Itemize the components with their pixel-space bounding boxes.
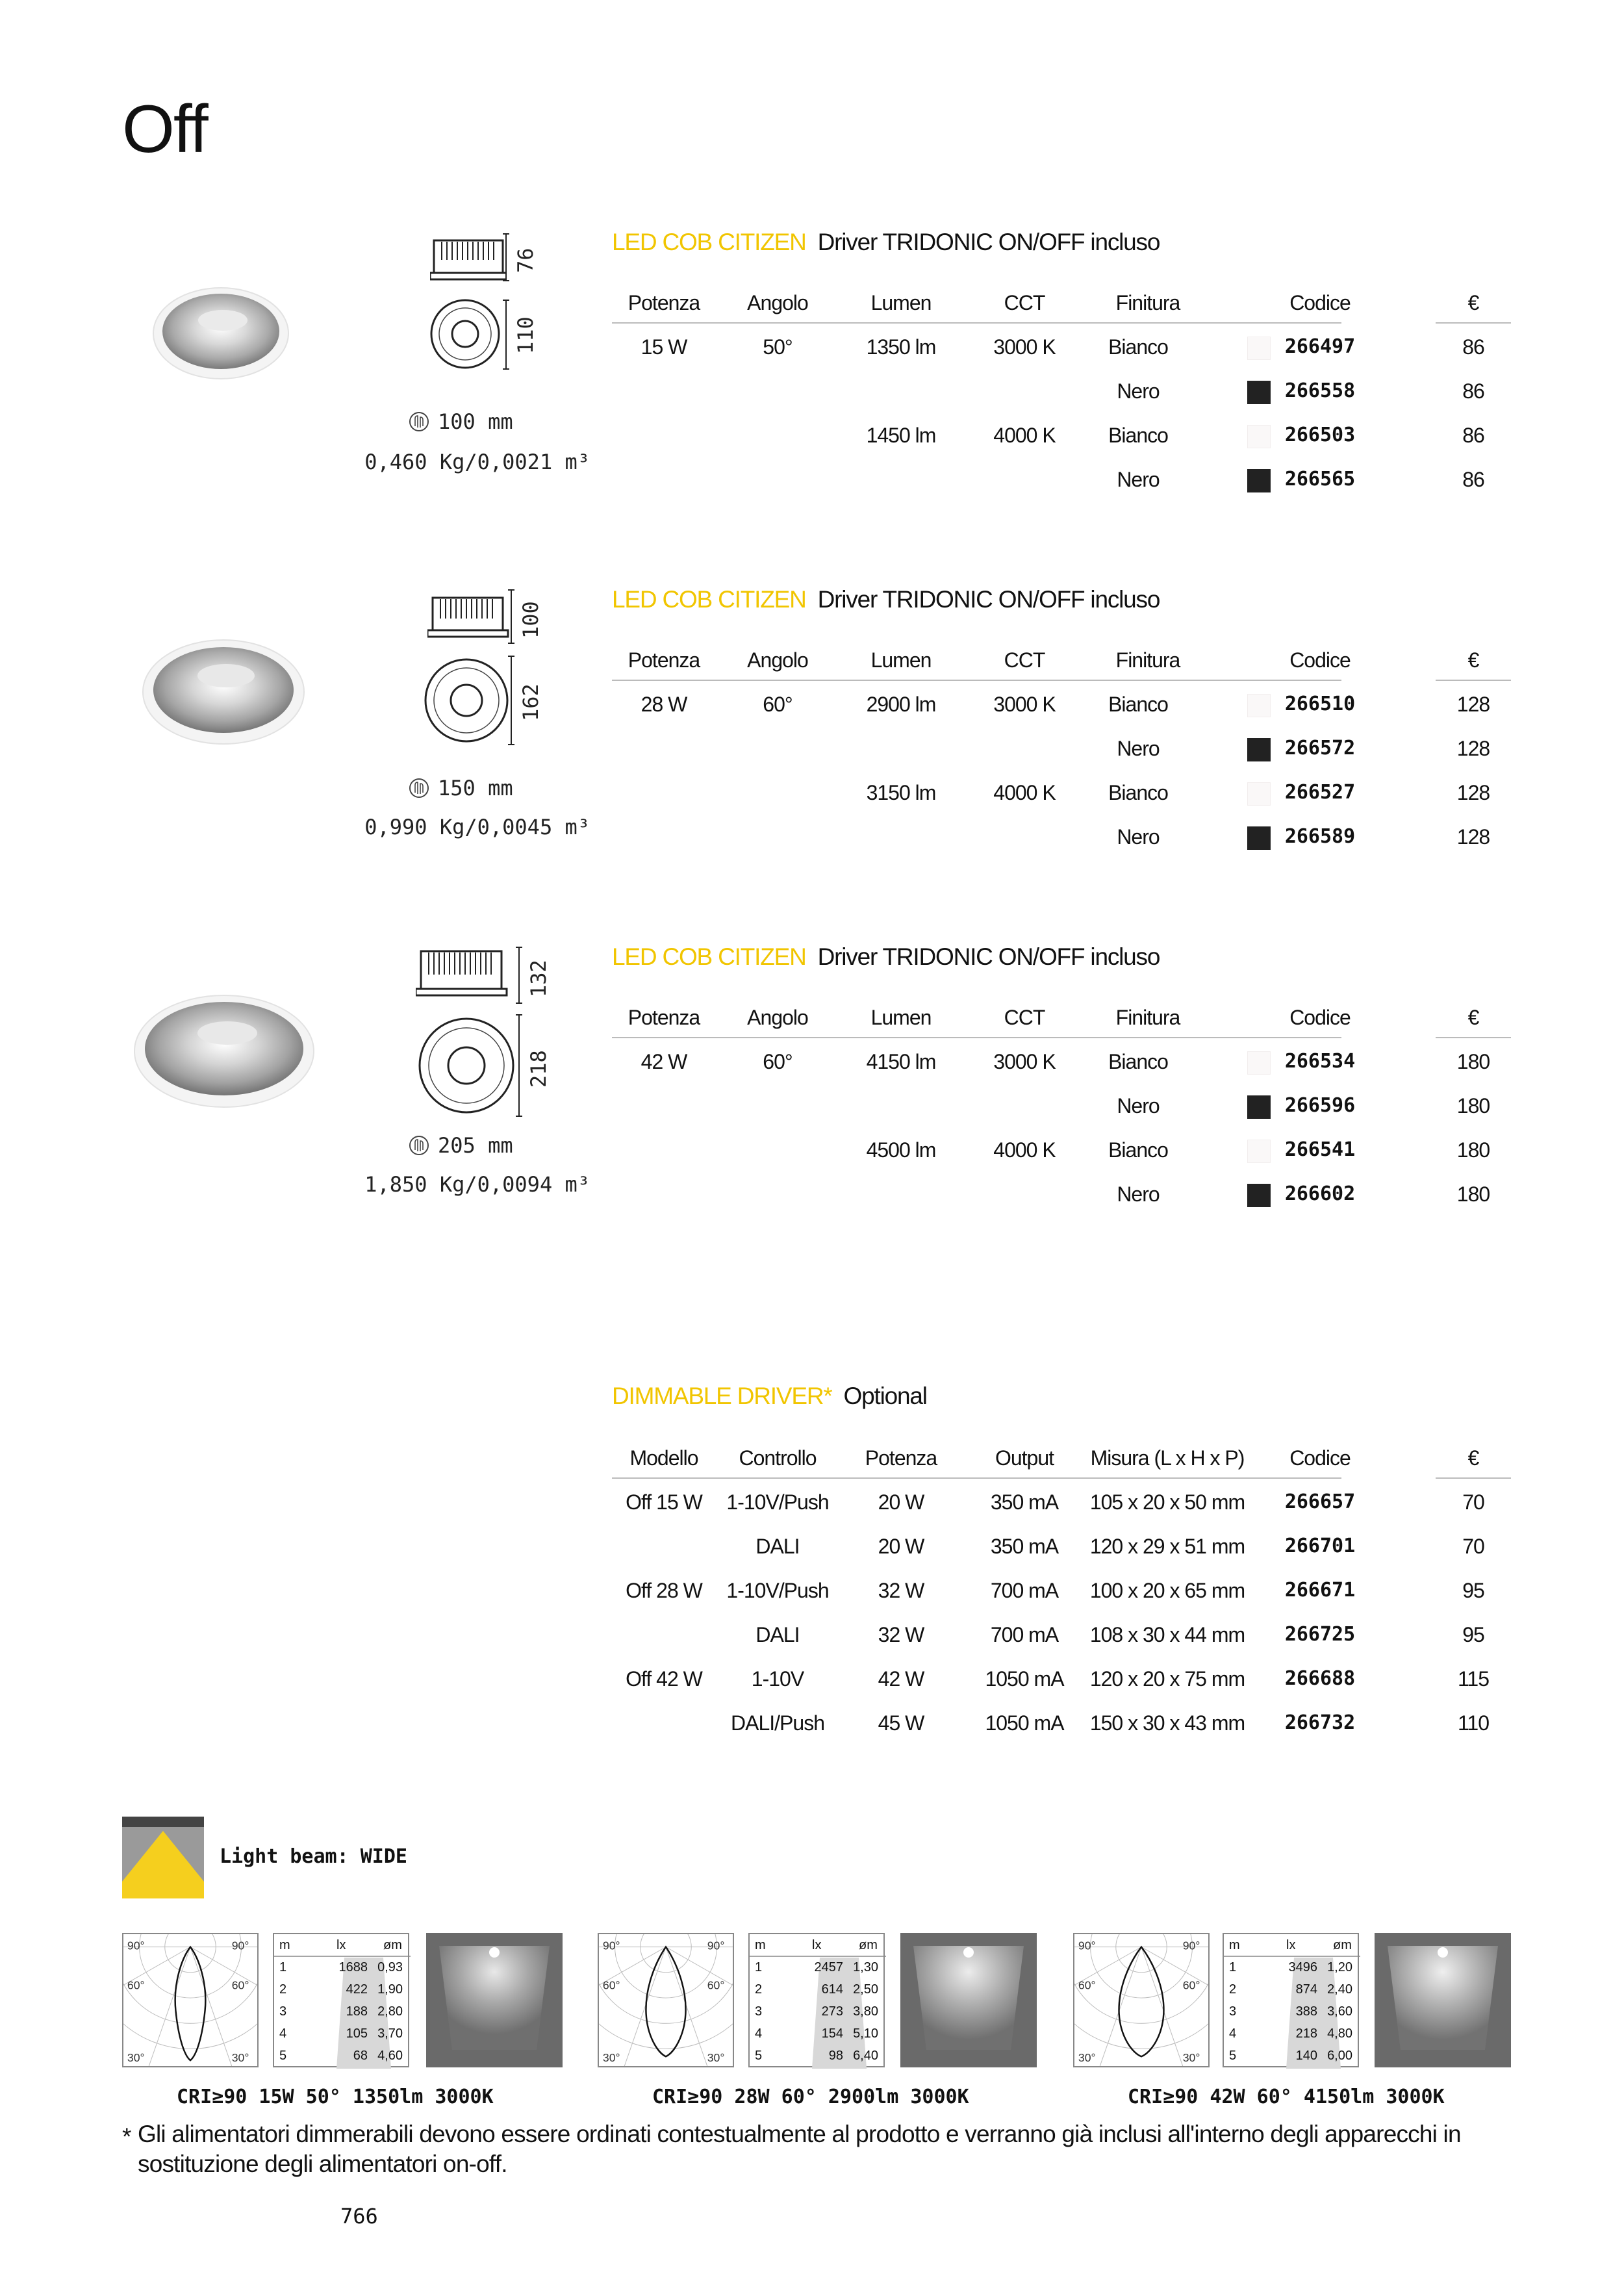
cell-potenza: 20 W [878, 1490, 924, 1514]
cell-angolo: 60° [763, 693, 793, 716]
cell-codice: 266602 [1284, 1182, 1356, 1205]
table-row [612, 413, 1511, 457]
height-dimension-line [514, 946, 524, 1004]
col-potenza: Potenza [628, 291, 700, 314]
cell-misura: 120 x 29 x 51 mm [1089, 1535, 1245, 1558]
cell-output: 700 mA [990, 1623, 1059, 1646]
lux-cell: 2,80 [377, 2004, 403, 2019]
table-row [612, 682, 1511, 726]
product-heading [612, 586, 1160, 613]
table-row [612, 1084, 1511, 1128]
heading-text: Optional [843, 1383, 927, 1409]
lux-header: øm [859, 1938, 878, 1952]
photometric-caption: CRI≥90 42W 60° 4150lm 3000K [1128, 2086, 1445, 2108]
polar-diagram-28w [598, 1933, 734, 2067]
cell-finitura: Bianco [1108, 1138, 1168, 1162]
angle-label: 90° [127, 1939, 145, 1952]
cell-cct: 4000 K [993, 781, 1056, 804]
cell-controllo: 1-10V/Push [726, 1579, 829, 1602]
angle-label: 30° [1182, 2051, 1200, 2065]
top-view-drawing [416, 1015, 520, 1119]
cell-controllo: 1-10V [751, 1667, 804, 1691]
cell-finitura: Nero [1117, 1182, 1160, 1206]
cell-finitura: Nero [1117, 468, 1160, 491]
cell-misura: 100 x 20 x 65 mm [1089, 1579, 1245, 1602]
lux-cell: 4,60 [377, 2049, 403, 2063]
col-output: Output [995, 1446, 1054, 1470]
product-image-off-15w [153, 285, 289, 382]
cell-lumen: 1350 lm [866, 335, 936, 359]
diameter-dimension-line [501, 299, 511, 370]
cell-prezzo: 86 [1462, 335, 1484, 359]
table-row [612, 1172, 1511, 1216]
cell-lumen: 1450 lm [866, 424, 936, 447]
lux-cell: 1 [755, 1960, 763, 1974]
lux-cell: 2 [1229, 1982, 1237, 1997]
table-row [612, 815, 1511, 859]
polar-diagram-42w [1073, 1933, 1210, 2067]
lux-header: øm [383, 1938, 402, 1952]
lux-cell: 4 [755, 2026, 763, 2041]
cell-prezzo: 95 [1462, 1579, 1484, 1602]
drivers-table [612, 1436, 1511, 1745]
table-row [612, 325, 1511, 369]
cell-misura: 108 x 30 x 44 mm [1089, 1623, 1245, 1646]
photometric-caption: CRI≥90 28W 60° 2900lm 3000K [652, 2086, 969, 2108]
angle-label: 30° [1078, 2051, 1096, 2065]
lux-cell: 218 [1295, 2026, 1317, 2041]
angle-label: 90° [602, 1939, 620, 1952]
cell-codice: 266701 [1284, 1535, 1356, 1557]
cell-modello: Off 15 W [626, 1490, 702, 1514]
lux-cell: 5,10 [853, 2026, 878, 2041]
diameter-value: 218 [526, 1050, 551, 1088]
top-view-drawing [429, 298, 507, 376]
cell-modello: Off 28 W [626, 1579, 702, 1602]
table-row [612, 1568, 1511, 1613]
table-header [612, 281, 1511, 325]
col-cct: CCT [1004, 1006, 1045, 1029]
angle-label: 30° [602, 2051, 620, 2065]
hole-cut-icon [408, 1134, 430, 1156]
light-render-15w [426, 1933, 563, 2067]
col-lumen: Lumen [870, 291, 932, 314]
cell-finitura: Nero [1117, 1094, 1160, 1118]
cell-prezzo: 70 [1462, 1535, 1484, 1558]
cell-output: 700 mA [990, 1579, 1059, 1602]
lux-cell: 3 [279, 2004, 287, 2019]
polar-diagram-15w [122, 1933, 259, 2067]
top-view-drawing [422, 656, 513, 747]
table-row [612, 1701, 1511, 1745]
heading-accent: LED COB CITIZEN [612, 943, 806, 970]
cell-modello [612, 1701, 716, 1745]
col-prezzo: € [1467, 648, 1479, 672]
cell-codice: 266671 [1284, 1579, 1356, 1602]
angle-label: 60° [1078, 1978, 1096, 1992]
cell-codice: 266657 [1284, 1490, 1356, 1513]
lux-cell: 5 [279, 2049, 287, 2063]
cell-prezzo: 110 [1457, 1711, 1489, 1735]
col-finitura: Finitura [1115, 1006, 1180, 1029]
cell-finitura: Nero [1117, 825, 1160, 849]
lux-cell: 154 [821, 2026, 843, 2041]
cell-codice: 266541 [1284, 1138, 1356, 1161]
heading-accent: LED COB CITIZEN [612, 229, 806, 255]
col-finitura: Finitura [1115, 648, 1180, 672]
col-potenza: Potenza [628, 1006, 700, 1029]
lux-cell: 105 [346, 2026, 368, 2041]
diameter-dimension-line [507, 655, 516, 746]
angle-label: 30° [231, 2051, 249, 2065]
product-image-off-28w [142, 637, 305, 747]
cell-misura: 150 x 30 x 43 mm [1089, 1711, 1245, 1735]
cell-prezzo: 86 [1462, 379, 1484, 403]
heading-text: Driver TRIDONIC ON/OFF incluso [817, 586, 1160, 613]
lux-cell: 422 [346, 1982, 368, 1997]
diameter-value: 162 [518, 683, 543, 721]
lux-header: m [1229, 1938, 1240, 1952]
cell-finitura: Bianco [1108, 693, 1168, 716]
cell-output: 1050 mA [985, 1711, 1064, 1735]
lux-cell: 3,70 [377, 2026, 403, 2041]
angle-label: 60° [127, 1978, 145, 1992]
lux-cell: 614 [821, 1982, 843, 1997]
cell-codice: 266725 [1284, 1623, 1356, 1646]
cell-prezzo: 70 [1462, 1490, 1484, 1514]
cell-cct: 4000 K [993, 424, 1056, 447]
height-dimension-line [507, 589, 516, 645]
table-header [612, 638, 1511, 682]
cell-misura: 120 x 20 x 75 mm [1089, 1667, 1245, 1691]
product-image-off-42w [133, 993, 315, 1110]
cell-codice: 266558 [1284, 379, 1356, 402]
cell-controllo: DALI [755, 1535, 800, 1558]
lux-cell: 2,50 [853, 1982, 878, 1997]
cell-potenza: 15 W [641, 335, 687, 359]
cell-potenza: 32 W [878, 1623, 924, 1646]
table-row [612, 1657, 1511, 1701]
lux-cell: 2 [279, 1982, 287, 1997]
product-table-2 [612, 638, 1511, 859]
cell-modello [612, 1524, 716, 1568]
lux-cell: 2457 [814, 1960, 843, 1974]
table-row [612, 1128, 1511, 1172]
height-value: 100 [518, 601, 543, 639]
weight-volume: 1,850 Kg/0,0094 m³ [364, 1172, 590, 1197]
photometric-caption: CRI≥90 15W 50° 1350lm 3000K [177, 2086, 494, 2108]
angle-label: 60° [602, 1978, 620, 1992]
table-row [612, 369, 1511, 413]
cell-lumen: 4150 lm [866, 1050, 936, 1073]
height-value: 132 [526, 960, 551, 997]
angle-label: 90° [1078, 1939, 1096, 1952]
heading-text: Driver TRIDONIC ON/OFF incluso [817, 229, 1160, 255]
angle-label: 60° [1182, 1978, 1200, 1992]
cell-prezzo: 180 [1456, 1050, 1490, 1073]
heading-accent: LED COB CITIZEN [612, 586, 806, 613]
cell-lumen: 4500 lm [866, 1138, 936, 1162]
cell-finitura: Bianco [1108, 424, 1168, 447]
product-heading [612, 229, 1160, 256]
product-table-1 [612, 281, 1511, 502]
table-row [612, 771, 1511, 815]
cell-prezzo: 128 [1456, 737, 1490, 760]
cell-codice: 266572 [1284, 737, 1356, 760]
cell-cct: 3000 K [993, 1050, 1056, 1073]
angle-label: 90° [707, 1939, 725, 1952]
product-table-3 [612, 995, 1511, 1216]
cell-misura: 105 x 20 x 50 mm [1089, 1490, 1245, 1514]
cell-controllo: DALI/Push [731, 1711, 824, 1735]
lux-cell: 3496 [1288, 1960, 1317, 1974]
cell-codice: 266534 [1284, 1050, 1356, 1073]
cell-codice: 266596 [1284, 1094, 1356, 1117]
cell-potenza: 28 W [641, 693, 687, 716]
cell-prezzo: 95 [1462, 1623, 1484, 1646]
table-row [612, 457, 1511, 502]
footnote-star: * [122, 2123, 131, 2150]
lux-cell: 5 [1229, 2049, 1237, 2063]
lux-table-15w [273, 1933, 409, 2067]
lux-cell: 1 [279, 1960, 287, 1974]
lux-table-42w [1223, 1933, 1359, 2067]
table-row [612, 726, 1511, 771]
height-dimension-line [501, 233, 511, 282]
lux-cell: 388 [1295, 2004, 1317, 2019]
col-potenza: Potenza [628, 648, 700, 672]
table-row [612, 1613, 1511, 1657]
cell-codice: 266688 [1284, 1667, 1356, 1690]
side-dimension-drawing [427, 593, 511, 645]
cell-output: 350 mA [990, 1490, 1059, 1514]
cell-codice: 266510 [1284, 693, 1356, 715]
cell-potenza: 32 W [878, 1579, 924, 1602]
lux-header: m [279, 1938, 290, 1952]
drivers-heading [612, 1383, 927, 1410]
cell-potenza: 45 W [878, 1711, 924, 1735]
page-title: Off [122, 92, 207, 167]
col-angolo: Angolo [747, 648, 808, 672]
lux-header: lx [1286, 1938, 1296, 1952]
height-value: 76 [513, 248, 538, 273]
lux-cell: 3,80 [853, 2004, 878, 2019]
cell-codice: 266503 [1284, 424, 1356, 446]
cell-lumen: 3150 lm [866, 781, 936, 804]
col-codice: Codice [1289, 1006, 1351, 1029]
table-row [612, 1524, 1511, 1568]
lux-header: m [755, 1938, 766, 1952]
col-misura: Misura (L x H x P) [1090, 1446, 1245, 1470]
hole-cut-icon [408, 411, 430, 433]
col-cct: CCT [1004, 648, 1045, 672]
diameter-dimension-line [514, 1014, 524, 1118]
cell-potenza: 20 W [878, 1535, 924, 1558]
lux-header: øm [1333, 1938, 1352, 1952]
cell-potenza: 42 W [878, 1667, 924, 1691]
cell-prezzo: 180 [1456, 1182, 1490, 1206]
cell-prezzo: 180 [1456, 1138, 1490, 1162]
lux-cell: 3 [755, 2004, 763, 2019]
angle-label: 90° [1182, 1939, 1200, 1952]
cell-controllo: DALI [755, 1623, 800, 1646]
cell-output: 1050 mA [985, 1667, 1064, 1691]
lux-cell: 3 [1229, 2004, 1237, 2019]
lux-cell: 98 [828, 2049, 843, 2063]
hole-size: 150 mm [438, 776, 513, 800]
cell-codice: 266497 [1284, 335, 1356, 358]
cell-angolo: 60° [763, 1050, 793, 1073]
lux-cell: 6,40 [853, 2049, 878, 2063]
col-angolo: Angolo [747, 1006, 808, 1029]
beam-wide-icon [122, 1817, 204, 1898]
col-lumen: Lumen [870, 1006, 932, 1029]
cell-codice: 266565 [1284, 468, 1356, 491]
cell-codice: 266589 [1284, 825, 1356, 848]
lux-cell: 4 [279, 2026, 287, 2041]
lux-table-28w [748, 1933, 885, 2067]
lux-cell: 2,40 [1327, 1982, 1352, 1997]
page-number: 766 [340, 2204, 378, 2229]
cell-codice: 266732 [1284, 1711, 1356, 1734]
lux-cell: 1 [1229, 1960, 1237, 1974]
lux-cell: 273 [821, 2004, 843, 2019]
cell-prezzo: 86 [1462, 468, 1484, 491]
lux-cell: 874 [1295, 1982, 1317, 1997]
col-modello: Modello [629, 1446, 698, 1470]
col-codice: Codice [1289, 1446, 1351, 1470]
angle-label: 60° [231, 1978, 249, 1992]
lux-cell: 1,20 [1327, 1960, 1352, 1974]
footnote [122, 2119, 1551, 2179]
cell-prezzo: 115 [1457, 1667, 1489, 1691]
light-beam-label: Light beam: WIDE [220, 1845, 407, 1868]
col-prezzo: € [1467, 291, 1479, 314]
cell-prezzo: 180 [1456, 1094, 1490, 1118]
lux-cell: 5 [755, 2049, 763, 2063]
table-row [612, 1480, 1511, 1524]
angle-label: 90° [231, 1939, 249, 1952]
col-prezzo: € [1467, 1446, 1479, 1470]
cell-potenza: 42 W [641, 1050, 687, 1073]
col-angolo: Angolo [747, 291, 808, 314]
col-codice: Codice [1289, 291, 1351, 314]
lux-cell: 4,80 [1327, 2026, 1352, 2041]
col-finitura: Finitura [1115, 291, 1180, 314]
cell-finitura: Bianco [1108, 1050, 1168, 1073]
lux-cell: 6,00 [1327, 2049, 1352, 2063]
cell-cct: 3000 K [993, 693, 1056, 716]
table-header [612, 995, 1511, 1040]
product-heading [612, 943, 1160, 971]
col-codice: Codice [1289, 648, 1351, 672]
angle-label: 60° [707, 1978, 725, 1992]
lux-cell: 4 [1229, 2026, 1237, 2041]
lux-cell: 188 [346, 2004, 368, 2019]
lux-cell: 68 [353, 2049, 368, 2063]
cell-prezzo: 128 [1456, 825, 1490, 849]
lux-header: lx [336, 1938, 346, 1952]
diameter-value: 110 [513, 316, 538, 354]
lux-cell: 2 [755, 1982, 763, 1997]
light-render-42w [1375, 1933, 1511, 2067]
cell-modello: Off 42 W [626, 1667, 702, 1691]
lux-cell: 1688 [338, 1960, 368, 1974]
lux-cell: 3,60 [1327, 2004, 1352, 2019]
cell-output: 350 mA [990, 1535, 1059, 1558]
table-row [612, 1040, 1511, 1084]
angle-label: 30° [707, 2051, 725, 2065]
angle-label: 30° [127, 2051, 145, 2065]
cell-controllo: 1-10V/Push [726, 1490, 829, 1514]
col-lumen: Lumen [870, 648, 932, 672]
cell-codice: 266527 [1284, 781, 1356, 804]
heading-text: Driver TRIDONIC ON/OFF incluso [817, 943, 1160, 970]
col-cct: CCT [1004, 291, 1045, 314]
footnote-text: Gli alimentatori dimmerabili devono essere ordinati contestualmente al prodotto e verranno già inclusi all'interno degli apparecchi in sostituzione degli alimentatori on-off. [138, 2121, 1461, 2177]
col-prezzo: € [1467, 1006, 1479, 1029]
col-potenza: Potenza [865, 1446, 937, 1470]
cell-cct: 4000 K [993, 1138, 1056, 1162]
cell-lumen: 2900 lm [866, 693, 936, 716]
light-render-28w [900, 1933, 1037, 2067]
cell-finitura: Nero [1117, 379, 1160, 403]
heading-accent: DIMMABLE DRIVER* [612, 1383, 832, 1409]
lux-header: lx [812, 1938, 822, 1952]
side-dimension-drawing [416, 946, 511, 1004]
lux-cell: 1,90 [377, 1982, 403, 1997]
lux-cell: 140 [1295, 2049, 1317, 2063]
cell-modello [612, 1613, 716, 1657]
hole-size: 100 mm [438, 409, 513, 434]
weight-volume: 0,990 Kg/0,0045 m³ [364, 815, 590, 839]
cell-prezzo: 128 [1456, 781, 1490, 804]
weight-volume: 0,460 Kg/0,0021 m³ [364, 450, 590, 474]
side-dimension-drawing [430, 234, 507, 286]
cell-prezzo: 86 [1462, 424, 1484, 447]
cell-cct: 3000 K [993, 335, 1056, 359]
cell-angolo: 50° [763, 335, 793, 359]
table-header [612, 1436, 1511, 1480]
cell-prezzo: 128 [1456, 693, 1490, 716]
lux-cell: 0,93 [377, 1960, 403, 1974]
cell-finitura: Nero [1117, 737, 1160, 760]
col-controllo: Controllo [739, 1446, 817, 1470]
lux-cell: 1,30 [853, 1960, 878, 1974]
cell-finitura: Bianco [1108, 781, 1168, 804]
hole-size: 205 mm [438, 1133, 513, 1158]
cell-finitura: Bianco [1108, 335, 1168, 359]
hole-cut-icon [408, 777, 430, 799]
